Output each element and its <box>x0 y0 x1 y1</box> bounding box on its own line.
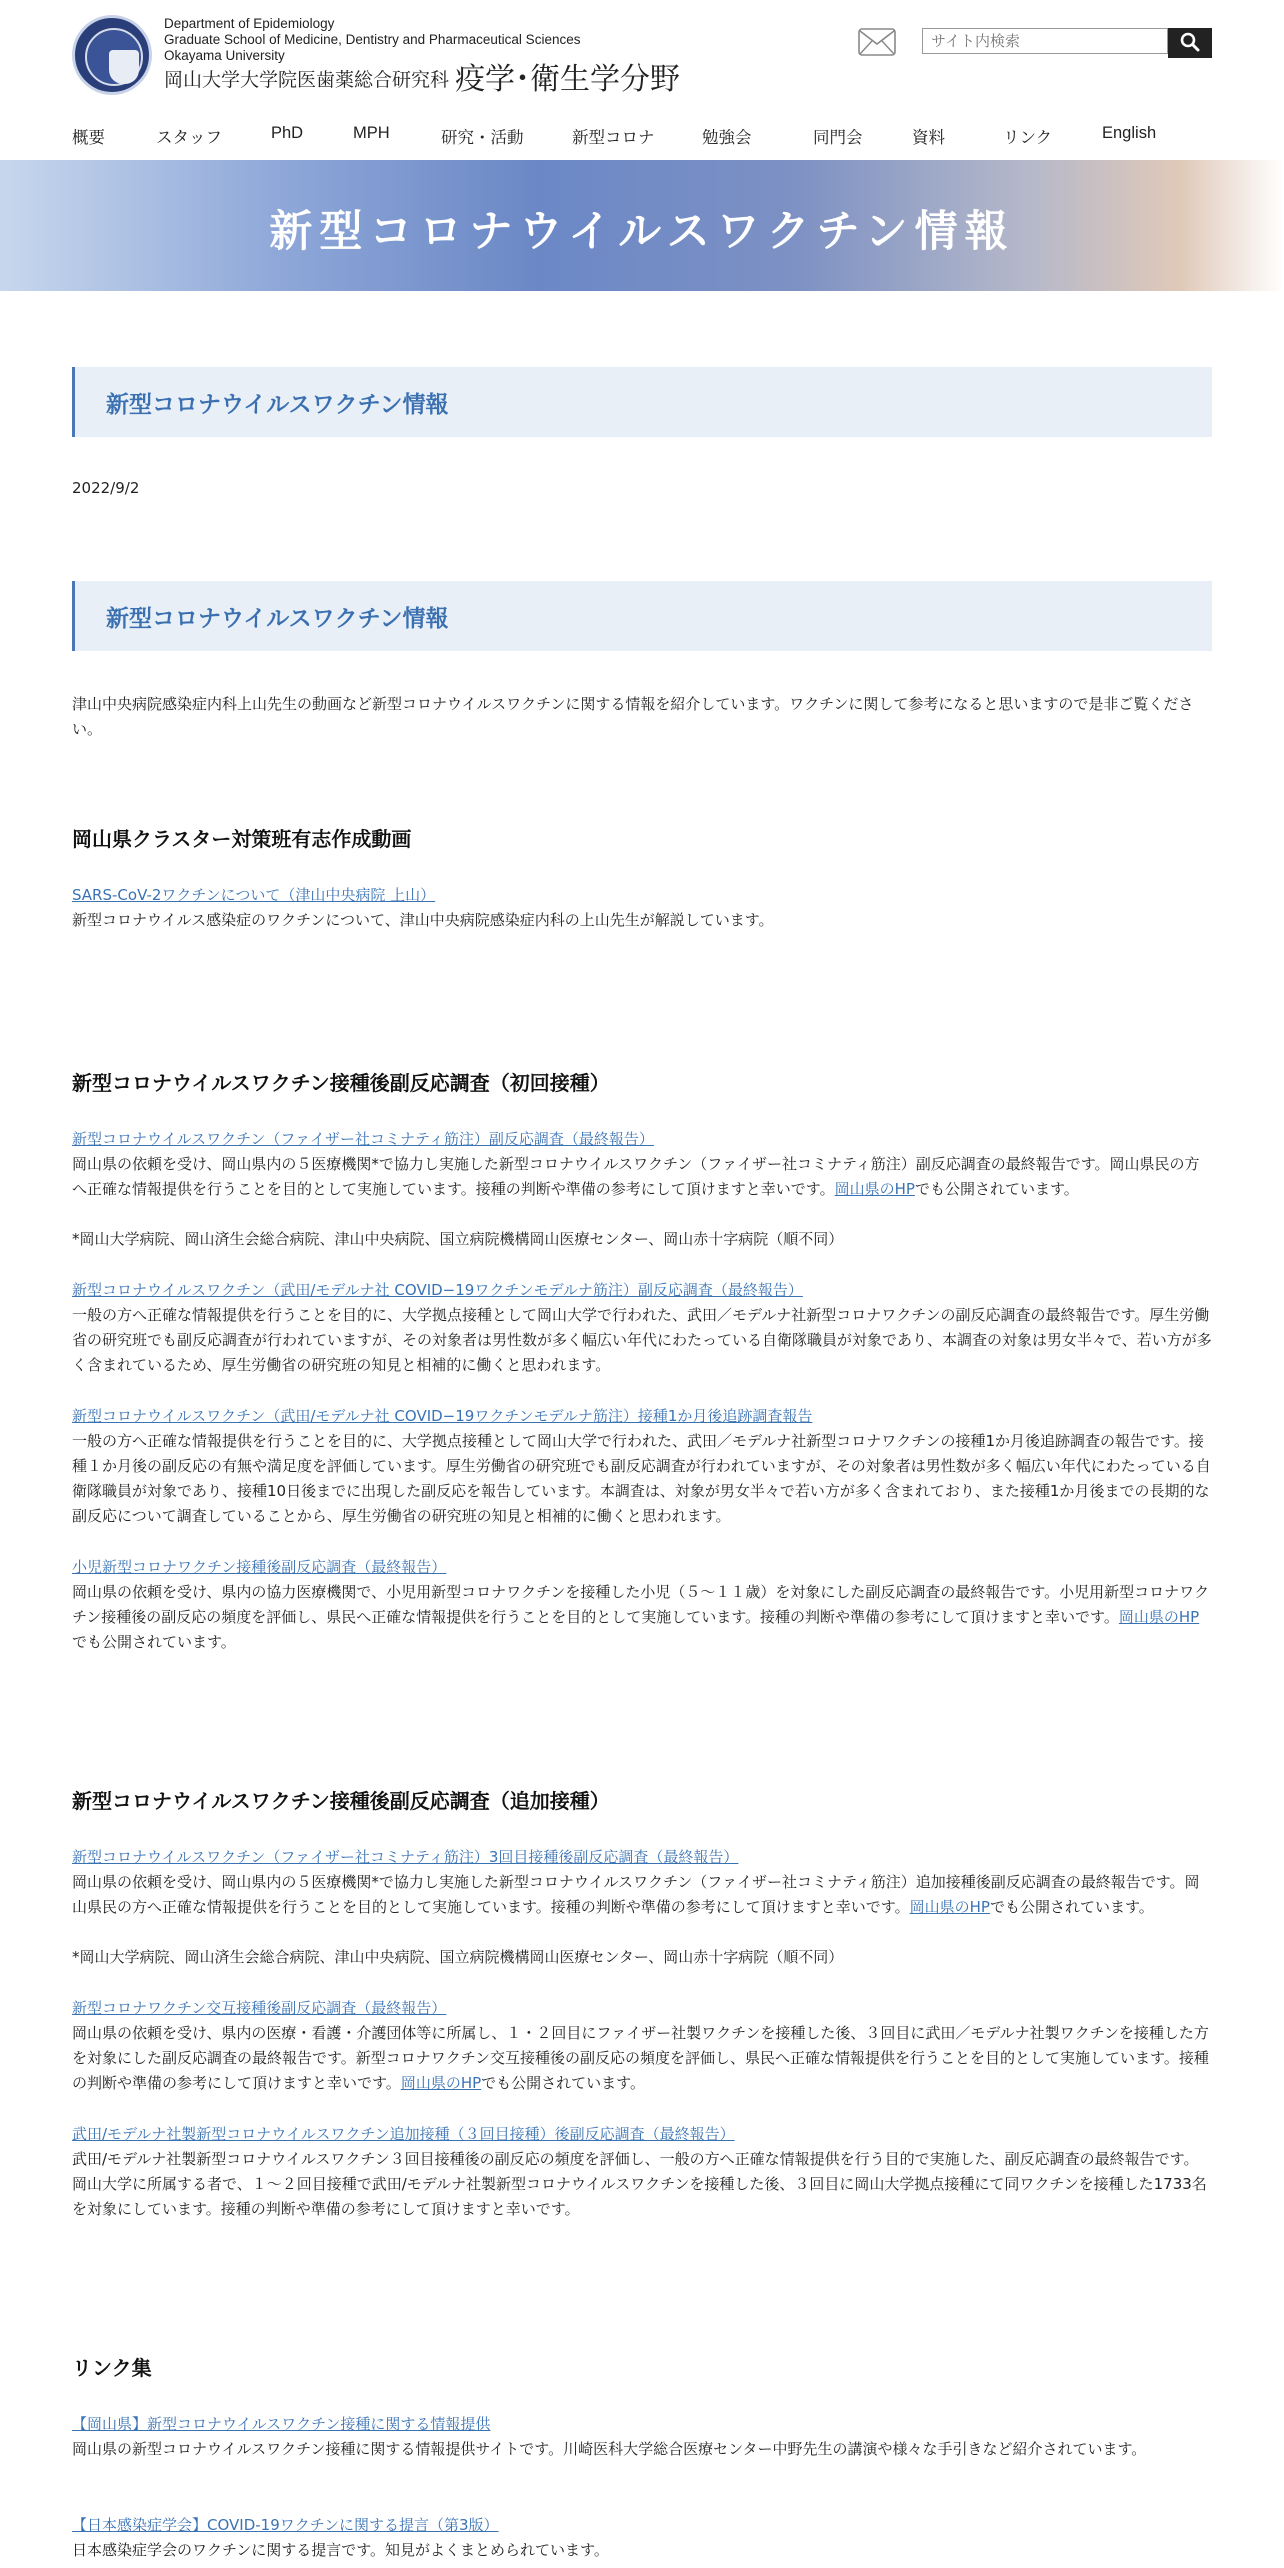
desc-text: 岡山県の依頼を受け、岡山県内の５医療機関*で協力し実施した新型コロナウイルスワクチン（ファイザー社コミナティ筋注）追加接種後副反応調査の最終報告です。岡山県民の方へ正確な情報提供を行うことを目的として実施しています。接種の判断や準備の参考にして頂けますと幸いです。 <box>72 1873 1200 1916</box>
desc-moderna-final-report: 一般の方へ正確な情報提供を行うことを目的に、大学拠点接種として岡山大学で行われた、武田／モデルナ社新型コロナワクチンの副反応調査の最終報告です。厚生労働省の研究班でも副反応調査が行われていますが、その対象者は男性数が多く幅広い年代にわたっている自衛隊職員が対象であり、本調査の対象は男女半々で、若い方が多く含まれているため、厚生労働省の研究班の知見と相補的に働くと思われます。 <box>72 1306 1212 1374</box>
post-date: 2022/9/2 <box>72 479 140 497</box>
desc-text: 岡山県の依頼を受け、県内の協力医療機関で、小児用新型コロナワクチンを接種した小児（５～１１歳）を対象にした副反応調査の最終報告です。小児用新型コロナワクチン接種後の副反応の頻度を評価し、県民へ正確な情報提供を行うことを目的として実施しています。接種の判断や準備の参考にして頂けますと幸いです。 <box>72 1583 1210 1626</box>
intro-text: 津山中央病院感染症内科上山先生の動画など新型コロナウイルスワクチンに関する情報を紹介しています。ワクチンに関して参考になると思いますので是非ご覧ください。 <box>72 695 1194 738</box>
okayama-hp-link[interactable]: 岡山県のHP <box>400 2074 482 2092</box>
nav-item-staff[interactable]: スタッフ <box>156 129 222 147</box>
link-moderna-final-report[interactable]: 新型コロナウイルスワクチン（武田/モデルナ社 COVID−19ワクチンモデルナ筋注）副反応調査（最終報告） <box>72 1281 803 1299</box>
dept-en-line-3: Okayama University <box>164 48 285 63</box>
dept-en-line-1: Department of Epidemiology <box>164 16 335 31</box>
hospital-note: *岡山大学病院、岡山済生会総合病院、津山中央病院、国立病院機構岡山医療センター、岡山赤十字病院（順不同） <box>72 1948 844 1966</box>
university-seal-icon[interactable] <box>72 15 152 95</box>
heading-initial-dose-survey: 新型コロナウイルスワクチン接種後副反応調査（初回接種） <box>72 1071 610 1095</box>
desc-moderna-followup-report: 一般の方へ正確な情報提供を行うことを目的に、大学拠点接種として岡山大学で行われた、武田／モデルナ社新型コロナワクチンの接種1か月後追跡調査の報告です。接種１か月後の副反応の有無や満足度を評価しています。厚生労働省の研究班でも副反応調査が行われていますが、その対象者は男性数が多く幅広い年代にわたっている自衛隊職員が対象であり、接種10日後までに出現した副反応を報告しています。本調査は、対象が男女半々で若い方が多く含まれており、また接種1か月後までの長期的な副反応について調査していることから、厚生労働省の研究班の知見と相補的に働くと思われます。 <box>72 1432 1211 1525</box>
nav-item-links[interactable]: リンク <box>1003 129 1053 147</box>
site-logo-text[interactable] <box>164 16 681 97</box>
heading-booster-survey: 新型コロナウイルスワクチン接種後副反応調査（追加接種） <box>72 1789 610 1813</box>
site-search-input[interactable] <box>922 28 1168 54</box>
nav-item-materials[interactable]: 資料 <box>912 129 945 147</box>
desc-text: でも公開されています。 <box>914 1180 1079 1198</box>
nav-item-phd[interactable]: PhD <box>271 124 304 142</box>
desc-moderna-booster-report: 武田/モデルナ社製新型コロナウイルスワクチン３回目接種後の副反応の頻度を評価し、一般の方へ正確な情報提供を行う目的で実施した、副反応調査の最終報告です。岡山大学に所属する者で、１～２回目接種で武田/モデルナ社製新型コロナウイルスワクチンを接種した後、３回目に岡山大学拠点接種にて同ワクチンを接種した1733名を対象にしています。接種の判断や準備の参考にして頂けますと幸いです。 <box>72 2150 1207 2218</box>
link-cross-booster-report[interactable]: 新型コロナワクチン交互接種後副反応調査（最終報告） <box>72 1999 447 2017</box>
dept-jp-small: 岡山大学大学院医歯薬総合研究科 <box>164 69 450 91</box>
main-nav <box>72 124 1156 148</box>
link-pediatric-final-report[interactable]: 小児新型コロナワクチン接種後副反応調査（最終報告） <box>72 1558 447 1576</box>
nav-item-english[interactable]: English <box>1102 124 1157 142</box>
search-button[interactable] <box>1168 28 1212 58</box>
nav-item-study-group[interactable]: 勉強会 <box>702 129 752 147</box>
link-pfizer-final-report[interactable]: 新型コロナウイルスワクチン（ファイザー社コミナティ筋注）副反応調査（最終報告） <box>72 1130 654 1148</box>
nav-item-covid[interactable]: 新型コロナ <box>572 129 655 147</box>
nav-item-alumni[interactable]: 同門会 <box>813 129 863 147</box>
section-heading-1: 新型コロナウイルスワクチン情報 <box>72 367 1212 437</box>
link-pfizer-booster-report[interactable]: 新型コロナウイルスワクチン（ファイザー社コミナティ筋注）3回目接種後副反応調査（最終報告） <box>72 1848 739 1866</box>
dept-jp-big: 疫学･衛生学分野 <box>455 62 681 97</box>
desc-pediatric-final-report <box>72 1580 1212 1655</box>
dept-en-line-2: Graduate School of Medicine, Dentistry and Pharmaceutical Sciences <box>164 32 581 47</box>
desc-jaid-recommendation: 日本感染症学会のワクチンに関する提言です。知見がよくまとめられています。 <box>72 2541 609 2559</box>
desc-vaccine-video: 新型コロナウイルス感染症のワクチンについて、津山中央病院感染症内科の上山先生が解説しています。 <box>72 911 774 929</box>
banner-title: 新型コロナウイルスワクチン情報 <box>269 207 1015 257</box>
desc-text: でも公開されています。 <box>481 2074 645 2092</box>
desc-pfizer-final-report <box>72 1152 1212 1202</box>
okayama-hp-link[interactable]: 岡山県のHP <box>1118 1608 1200 1626</box>
link-vaccine-video[interactable]: SARS-CoV-2ワクチンについて（津山中央病院 上山） <box>72 886 436 904</box>
section-heading-2: 新型コロナウイルスワクチン情報 <box>72 581 1212 651</box>
hospital-note: *岡山大学病院、岡山済生会総合病院、津山中央病院、国立病院機構岡山医療センター、岡山赤十字病院（順不同） <box>72 1230 844 1248</box>
desc-text: でも公開されています。 <box>72 1633 236 1651</box>
desc-pfizer-booster-report <box>72 1870 1212 1920</box>
desc-cross-booster-report <box>72 2021 1212 2096</box>
desc-okayama-vaccine-info: 岡山県の新型コロナウイルスワクチン接種に関する情報提供サイトです。川崎医科大学総合医療センター中野先生の講演や様々な手引きなど紹介されています。 <box>72 2440 1147 2458</box>
site-header <box>0 0 1284 160</box>
link-moderna-followup-report[interactable]: 新型コロナウイルスワクチン（武田/モデルナ社 COVID−19ワクチンモデルナ筋注）接種1か月後追跡調査報告 <box>72 1407 813 1425</box>
nav-item-mph[interactable]: MPH <box>353 124 390 142</box>
page-banner <box>0 160 1284 291</box>
dept-jp <box>164 62 681 97</box>
desc-text: 岡山県の依頼を受け、岡山県内の５医療機関*で協力し実施した新型コロナウイルスワクチン（ファイザー社コミナティ筋注）副反応調査の最終報告です。岡山県民の方へ正確な情報提供を行うことを目的として実施しています。接種の判断や準備の参考にして頂けますと幸いです。 <box>72 1155 1200 1198</box>
search-icon <box>1180 32 1200 52</box>
desc-text: でも公開されています。 <box>989 1898 1154 1916</box>
link-moderna-booster-report[interactable]: 武田/モデルナ社製新型コロナウイルスワクチン追加接種（３回目接種）後副反応調査（最終報告） <box>72 2125 735 2143</box>
link-okayama-vaccine-info[interactable]: 【岡山県】新型コロナウイルスワクチン接種に関する情報提供 <box>72 2415 491 2433</box>
nav-item-research[interactable]: 研究・活動 <box>441 129 524 147</box>
okayama-hp-link[interactable]: 岡山県のHP <box>909 1898 990 1916</box>
okayama-hp-link[interactable]: 岡山県のHP <box>834 1180 915 1198</box>
link-jaid-recommendation[interactable]: 【日本感染症学会】COVID-19ワクチンに関する提言（第3版） <box>72 2516 499 2534</box>
heading-cluster-video: 岡山県クラスター対策班有志作成動画 <box>72 827 412 851</box>
mail-icon[interactable] <box>858 28 896 56</box>
desc-text: 岡山県の依頼を受け、県内の医療・看護・介護団体等に所属し、１・２回目にファイザー社製ワクチンを接種した後、３回目に武田／モデルナ社製ワクチンを接種した方を対象にした副反応調査の最終報告です。新型コロナワクチン交互接種後の副反応の頻度を評価し、県民へ正確な情報提供を行うことを目的として実施しています。接種の判断や準備の参考にして頂けますと幸いです。 <box>72 2024 1209 2092</box>
nav-item-overview[interactable]: 概要 <box>72 129 105 147</box>
heading-link-collection: リンク集 <box>72 2356 152 2380</box>
